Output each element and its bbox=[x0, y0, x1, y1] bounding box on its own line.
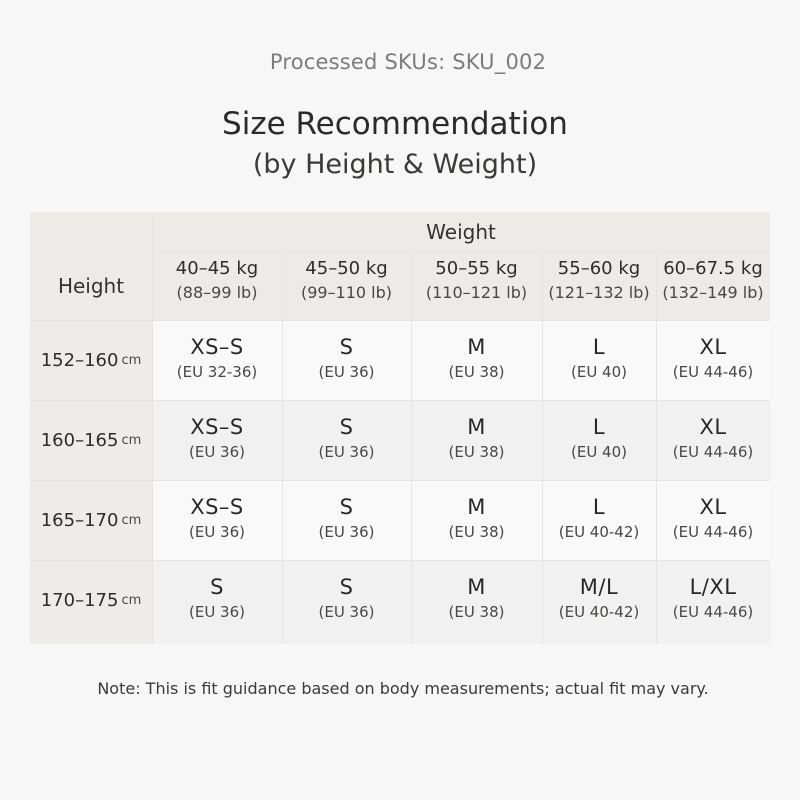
eu-size: (EU 40) bbox=[570, 443, 627, 461]
size-code: M bbox=[467, 575, 486, 599]
weight-column-header bbox=[411, 258, 542, 320]
weight-lb-label: (132–149 lb) bbox=[662, 283, 764, 302]
weight-column-header bbox=[656, 258, 770, 320]
eu-size: (EU 36) bbox=[318, 443, 375, 461]
eu-size: (EU 40-42) bbox=[558, 603, 640, 621]
weight-kg-label: 60–67.5 kg bbox=[663, 258, 763, 279]
eu-size: (EU 36) bbox=[318, 603, 375, 621]
eu-size: (EU 36) bbox=[318, 523, 375, 541]
page-subtitle: (by Height & Weight) bbox=[252, 149, 538, 180]
weight-kg-label: 40–45 kg bbox=[175, 258, 259, 279]
size-cell bbox=[656, 400, 770, 480]
weight-column-header bbox=[542, 258, 656, 320]
size-cell bbox=[411, 480, 542, 560]
size-cell bbox=[656, 320, 770, 400]
height-header: Height bbox=[57, 274, 125, 298]
processed-skus-label: Processed SKUs: SKU_002 bbox=[269, 50, 547, 74]
height-range: 170–175 bbox=[40, 589, 119, 611]
height-unit: cm bbox=[121, 592, 142, 608]
grid-line bbox=[152, 252, 770, 253]
eu-size: (EU 38) bbox=[448, 603, 505, 621]
size-cell bbox=[542, 480, 656, 560]
eu-size: (EU 36) bbox=[318, 363, 375, 381]
eu-size: (EU 36) bbox=[188, 443, 245, 461]
size-code: L bbox=[592, 495, 606, 519]
size-cell bbox=[282, 560, 411, 640]
size-cell bbox=[411, 320, 542, 400]
eu-size: (EU 38) bbox=[448, 363, 505, 381]
size-cell bbox=[152, 400, 282, 480]
size-cell bbox=[542, 560, 656, 640]
size-code: XL bbox=[699, 495, 727, 519]
eu-size: (EU 32-36) bbox=[176, 363, 258, 381]
height-row-label bbox=[30, 560, 152, 640]
size-cell bbox=[152, 560, 282, 640]
eu-size: (EU 44-46) bbox=[672, 363, 754, 381]
height-unit: cm bbox=[121, 352, 142, 368]
size-code: M bbox=[467, 495, 486, 519]
size-table bbox=[30, 212, 770, 644]
size-cell bbox=[411, 400, 542, 480]
size-cell bbox=[152, 320, 282, 400]
weight-kg-label: 50–55 kg bbox=[435, 258, 518, 279]
weight-lb-label: (110–121 lb) bbox=[425, 283, 528, 302]
size-cell bbox=[656, 480, 770, 560]
height-range: 160–165 bbox=[40, 429, 119, 451]
eu-size: (EU 40) bbox=[570, 363, 627, 381]
size-code: S bbox=[339, 335, 354, 359]
size-code: XL bbox=[699, 335, 727, 359]
height-row-label bbox=[30, 480, 152, 560]
size-code: S bbox=[210, 575, 224, 599]
size-cell bbox=[152, 480, 282, 560]
size-code: S bbox=[339, 495, 354, 519]
eu-size: (EU 36) bbox=[188, 523, 245, 541]
size-code: M bbox=[467, 415, 486, 439]
weight-column-header bbox=[282, 258, 411, 320]
eu-size: (EU 38) bbox=[448, 523, 505, 541]
eu-size: (EU 38) bbox=[448, 443, 505, 461]
size-code: M/L bbox=[579, 575, 619, 599]
weight-lb-label: (88–99 lb) bbox=[176, 283, 258, 302]
size-code: XS–S bbox=[190, 495, 244, 519]
size-code: S bbox=[339, 415, 354, 439]
weight-kg-label: 45–50 kg bbox=[305, 258, 388, 279]
size-code: XS–S bbox=[190, 415, 244, 439]
page-title: Size Recommendation bbox=[222, 106, 568, 142]
eu-size: (EU 40-42) bbox=[558, 523, 640, 541]
size-cell bbox=[282, 400, 411, 480]
size-code: L bbox=[592, 415, 606, 439]
size-cell bbox=[656, 560, 770, 640]
eu-size: (EU 44-46) bbox=[672, 603, 754, 621]
size-code: XL bbox=[699, 415, 727, 439]
size-cell bbox=[542, 400, 656, 480]
weight-kg-label: 55–60 kg bbox=[557, 258, 641, 279]
height-row-label bbox=[30, 320, 152, 400]
height-range: 165–170 bbox=[40, 509, 119, 531]
height-range: 152–160 bbox=[40, 349, 119, 371]
size-code: L/XL bbox=[689, 575, 737, 599]
fit-guidance-note: Note: This is fit guidance based on body measurements; actual fit may vary. bbox=[97, 679, 709, 698]
weight-column-header bbox=[152, 258, 282, 320]
size-code: L bbox=[592, 335, 606, 359]
eu-size: (EU 44-46) bbox=[672, 443, 754, 461]
height-row-label bbox=[30, 400, 152, 480]
size-code: M bbox=[467, 335, 486, 359]
eu-size: (EU 44-46) bbox=[672, 523, 754, 541]
size-code: S bbox=[339, 575, 354, 599]
size-code: XS–S bbox=[190, 335, 244, 359]
weight-lb-label: (99–110 lb) bbox=[300, 283, 393, 302]
size-cell bbox=[282, 480, 411, 560]
size-cell bbox=[411, 560, 542, 640]
height-unit: cm bbox=[121, 512, 142, 528]
weight-header: Weight bbox=[426, 220, 496, 244]
eu-size: (EU 36) bbox=[188, 603, 245, 621]
height-unit: cm bbox=[121, 432, 142, 448]
size-cell bbox=[282, 320, 411, 400]
size-cell bbox=[542, 320, 656, 400]
weight-lb-label: (121–132 lb) bbox=[548, 283, 650, 302]
